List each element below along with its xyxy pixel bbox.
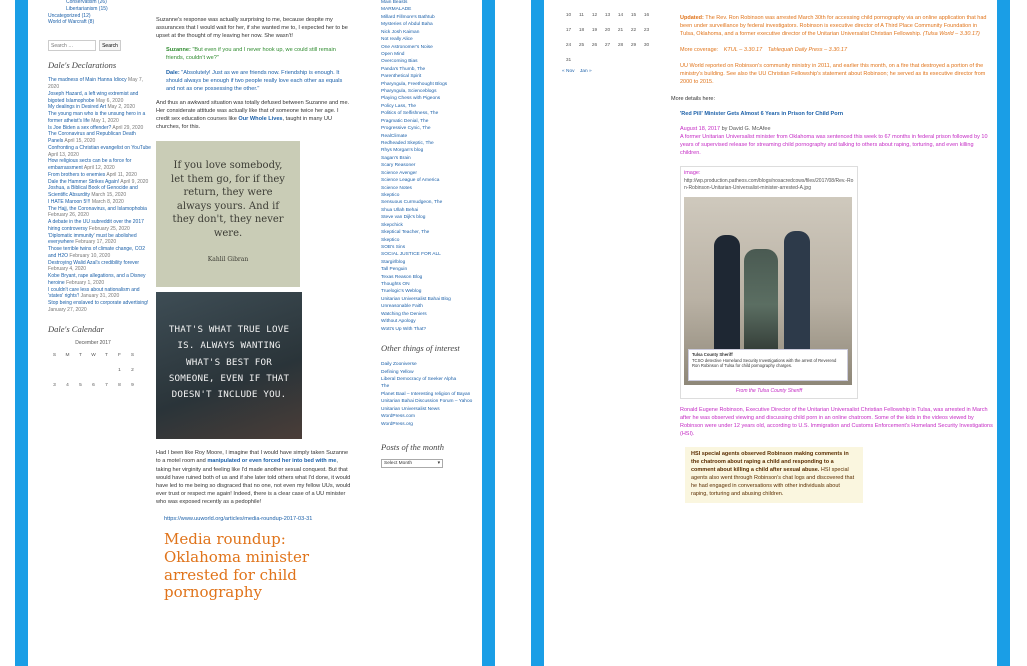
blogroll-link[interactable]: Politics of Selfishness, The	[381, 111, 439, 117]
declaration-item	[48, 185, 152, 199]
uuworld-article-link[interactable]: https://www.uuworld.org/articles/media-roundup-2017-03-31	[164, 516, 313, 523]
calendar-heading: Dale's Calendar	[48, 323, 104, 334]
declaration-link[interactable]: A debate in the UU subreddit over the 2017 hiring controversy	[48, 219, 144, 232]
declaration-link[interactable]: Those terrible twins of climate change, CO2 and H2O	[48, 246, 145, 259]
calendar-prev-link[interactable]: « Nov	[562, 69, 575, 74]
blogroll-link[interactable]: Science Avenger	[381, 170, 417, 176]
declaration-date: February 1, 2020	[66, 279, 105, 286]
declaration-link[interactable]: Is Joe Biden a sex offender?	[48, 124, 112, 131]
uuworld-paragraph: UU World reported on Robinson's community ministry in 2011, and earlier this month, on a fire that destroyed a portion of the ministry's building. See also the UU Christian Fellowship's statement about Robinson; he served as its executive director from 2000 to 2015.	[680, 62, 986, 85]
calendar-day	[627, 53, 640, 68]
declaration-item	[48, 125, 152, 132]
interest-link[interactable]: Unitarian Bahai Discussion Forum – Yahoo	[381, 399, 473, 405]
calendar-day-header: T	[79, 353, 82, 359]
tweet-text: TCSO detective Homeland Security Investigations with the arrest of Reverend Ron Robinson of Tulsa for child pornography charges.	[692, 357, 837, 368]
blogroll-list	[381, 0, 477, 333]
calendar-day	[601, 53, 614, 68]
article-title[interactable]: 'Red Pill' Minister Gets Almost 6 Years in Prison for Child Porn	[680, 110, 844, 117]
calendar-day	[614, 53, 627, 68]
declaration-item	[48, 206, 152, 220]
declaration-link[interactable]: Joseph Hazard, a left wing extremist and bigoted Islamophobe	[48, 90, 139, 104]
declaration-date: February 10, 2020	[69, 252, 111, 259]
calendar-day: 17	[565, 28, 572, 33]
calendar-day: 16	[643, 13, 650, 18]
search-button[interactable]: Search	[99, 40, 121, 51]
declaration-date: May 7, 2020	[48, 77, 144, 91]
search-form	[48, 40, 152, 51]
manipulated-link[interactable]: manipulated or even forced her into bed with me	[207, 458, 337, 465]
posts-of-month-heading: Posts of the month	[381, 441, 445, 452]
calendar-day: 29	[630, 43, 637, 48]
calendar-day: 9	[131, 383, 134, 389]
hsi-rest-text: HSI special agents also went through Robinson's chat logs and discovered that he had engaged in conversations with other individuals about raping, torturing and abusing children.	[691, 467, 855, 498]
blogroll-link[interactable]: Mysteries of Abdul Baha	[381, 22, 433, 28]
calendar-day	[87, 364, 100, 379]
gibran-quote-image	[156, 141, 300, 287]
tahlequah-link[interactable]: Tahlequah Daily Press – 3.30.17	[767, 46, 848, 53]
calendar-month: December 2017	[75, 340, 111, 347]
declaration-item	[48, 287, 152, 301]
calendar-day: 6	[92, 383, 95, 389]
declaration-link[interactable]: How religious sects can be a force for embarrassment	[48, 158, 132, 172]
declaration-date: April 11, 2020	[106, 171, 137, 178]
declaration-date: February 25, 2020	[88, 225, 130, 232]
calendar-day: 7	[105, 383, 108, 389]
true-love-quote-image	[156, 292, 302, 439]
arrest-photo	[684, 197, 852, 385]
calendar-day: 4	[66, 383, 69, 389]
p2-end: , taught in many UU churches, for this.	[156, 116, 332, 131]
tweet-author: Tulsa County Sheriff	[692, 352, 733, 358]
more-coverage-label: More coverage:	[680, 46, 719, 53]
calendar-day: 24	[565, 43, 572, 48]
article-text: A former Unitarian Universalist minister from Oklahoma was sentenced this week to 67 months in federal prison followed by 10 years of supervised release for streaming child pornography and talking to others about raping, torturing, and even killing children.	[680, 133, 988, 156]
declaration-link[interactable]: Kobe Bryant, rape allegations, and a Disney heroine	[48, 273, 146, 286]
declaration-link[interactable]: 'Diplomatic immunity' must be abolished everywhere	[48, 232, 137, 246]
officer-figure-right	[784, 231, 810, 359]
declaration-date: February 17, 2020	[75, 239, 117, 246]
search-input[interactable]	[48, 40, 96, 51]
calendar-day: 1	[118, 368, 121, 374]
calendar-day: 31	[565, 58, 572, 63]
declaration-date: February 26, 2020	[48, 212, 89, 219]
updated-text: The Rev. Ron Robinson was arrested March 30th for accessing child pornography via an online application that had been under surveillance by federal investigators. Robinson is executive director of A Third Place Community Foundation in Tulsa, Oklahoma, and a former executive director of the Unitarian Universalist Christian Fellowship.	[680, 15, 987, 37]
blogroll-link[interactable]: Unreasonable Faith	[381, 304, 423, 310]
calendar-day: 27	[604, 43, 611, 48]
right-frame-bar	[997, 0, 1010, 666]
interest-link[interactable]: WordPress.org	[381, 421, 413, 427]
declaration-link[interactable]: The young man who is the unsung hero in a former atheist's life	[48, 111, 146, 124]
p2-start: And thus an awkward situation was totally defused between Suzanne and me. Her considerate attitude was actually like that of someone twice her age. I credit sex education courses like	[156, 99, 350, 123]
declaration-date: May 2, 2020	[107, 104, 136, 111]
declaration-item	[48, 219, 152, 233]
p3-end: , taking her virginity and feeling like I'd made another sexual conquest. But that would have ruined both of us and if she later told others what I'd done, it would have led to me being so disgraced that no one, not even my fellow UUs, would ever trust or respect me again! Indeed, there is a clear case of a UU minister who was exposed recently as a pedophile!	[156, 458, 351, 505]
other-things-heading: Other things of interest	[381, 342, 460, 353]
updated-source: (Tulsa World – 3.30.17)	[922, 30, 980, 37]
blogroll-link[interactable]: Skeptico	[381, 237, 400, 243]
declaration-date: January 27, 2020	[48, 306, 87, 313]
calendar-day	[74, 364, 87, 379]
other-things-list	[381, 361, 477, 428]
calendar-day: 21	[617, 28, 624, 33]
right-middle-frame-bar	[531, 0, 544, 666]
calendar-day-header: S	[52, 353, 57, 359]
blogroll-link[interactable]: Millard Fillmore's Bathtub	[381, 14, 435, 20]
declaration-date: April 15, 2020	[64, 138, 96, 145]
declaration-date: January 31, 2020	[80, 293, 120, 300]
blogroll-link[interactable]: Pharyngula, Scienceblogs	[381, 89, 437, 95]
calendar-day	[100, 364, 113, 379]
officer-figure-left	[714, 235, 740, 357]
calendar-day	[48, 364, 61, 379]
blogroll-link[interactable]: Without Apology	[381, 319, 416, 325]
article-date: August 18, 2017	[680, 125, 721, 132]
blogroll-link[interactable]: Watching the Deniers	[381, 311, 427, 317]
declaration-item	[48, 145, 152, 159]
blogroll-column	[381, 0, 477, 468]
blogroll-link[interactable]: Science League of America	[381, 178, 440, 184]
tweet-card	[688, 349, 848, 381]
image-url: http://wp.production.patheos.com/blogs/nosacredcows/files/2017/08/Rev.-Ron-Robinson-Unitarian-Universalist-minister-arrested-A.jpg	[684, 177, 854, 191]
blogroll-link[interactable]: Wott's Up With That?	[381, 326, 426, 332]
declaration-link[interactable]: I HATE Maroon 5!!!	[48, 198, 91, 205]
calendar-day: 10	[565, 13, 572, 18]
image-label: image:	[684, 169, 701, 176]
declaration-date: April 13, 2020	[48, 151, 79, 158]
calendar-day: 20	[604, 28, 611, 33]
ktul-link[interactable]: KTUL – 3.30.17	[723, 46, 763, 53]
interest-link[interactable]: The	[381, 384, 390, 390]
blogroll-link[interactable]: Playing Chess with Pigeons	[381, 96, 441, 102]
calendar-day: 30	[643, 43, 650, 48]
calendar-day	[640, 53, 653, 68]
post-content	[156, 16, 352, 602]
image-embed-box	[680, 166, 858, 400]
blogroll-link[interactable]: Shua Ullah Behai	[381, 207, 419, 213]
blogroll-link[interactable]: Skeptical Teacher, The	[381, 230, 430, 236]
declarations-list	[48, 77, 152, 313]
photo-caption: From the Tulsa County Sheriff	[735, 388, 803, 395]
p3-start: Had I been like Roy Moore, I imagine that I would have simply taken Suzanne to a motel room and	[156, 450, 349, 465]
post-paragraph	[156, 99, 352, 131]
calendar-day-header: W	[91, 353, 96, 359]
calendar-day: 14	[617, 13, 624, 18]
declaration-date: May 1, 2020	[91, 117, 119, 124]
declaration-item	[48, 260, 152, 274]
updated-paragraph	[671, 15, 993, 39]
blogroll-link[interactable]: Scary Reasoner	[381, 163, 416, 169]
category-link[interactable]: Libertarianism (15)	[66, 5, 108, 12]
blogroll-link[interactable]: Texas Reason Blog	[381, 274, 423, 280]
blogroll-link[interactable]: Nick Josh Kaiman	[381, 29, 420, 35]
blogroll-link[interactable]: Progressive Cynic, The	[381, 126, 431, 132]
blogroll-link[interactable]: Pragmatic Denial, The	[381, 118, 429, 124]
blogroll-link[interactable]: Not really Alice	[381, 37, 413, 43]
blogroll-link[interactable]: One Astronomer's Noise	[381, 44, 433, 50]
declaration-link[interactable]: I couldn't care less about nationalism and 'states' rights'!	[48, 286, 140, 300]
robinson-description: Ronald Eugene Robinson, Executive Director of the Unitarian Universalist Christian Fellowship in Tulsa, was arrested in March after he was observed viewing and discussing child porn in an online chatroom. Some of the kids in the videos viewed by Robinson were under 12 years old, according to U.S. Immigration and Customs Enforcement's Homeland Security Investigations (HSI).	[680, 407, 993, 438]
calendar-day: 23	[643, 28, 650, 33]
declaration-item	[48, 91, 152, 105]
declaration-link[interactable]: The madness of Main Hanna Idiocy	[48, 77, 127, 84]
left-sidebar	[48, 0, 152, 394]
calendar-day: 8	[118, 383, 121, 389]
speaker-name: Suzanne:	[166, 47, 191, 54]
declaration-link[interactable]: Destroying Walid Azal's credibility forever	[48, 259, 140, 266]
calendar-next-link[interactable]: Jan »	[579, 69, 592, 74]
article-byline	[671, 126, 993, 134]
our-whole-lives-link[interactable]: Our Whole Lives	[238, 116, 283, 123]
calendar-day: 26	[591, 43, 598, 48]
declaration-date: April 12, 2020	[83, 165, 115, 172]
calendar-day	[575, 53, 588, 68]
left-page	[28, 0, 482, 666]
more-details: More details here:	[671, 95, 716, 102]
blogroll-link[interactable]: Overcoming Bias	[381, 59, 418, 65]
speaker-name: Dale:	[166, 69, 180, 76]
interest-link[interactable]: WordPress.com	[381, 414, 416, 420]
category-link[interactable]: Uncategorized (12)	[48, 12, 91, 19]
image-quote-author: Kahlil Gibran	[207, 256, 249, 264]
blogroll-link[interactable]: Skeptico	[381, 192, 400, 198]
declaration-link[interactable]: The Coronavirus and Republican Death Panels	[48, 131, 136, 145]
declaration-item	[48, 273, 152, 287]
blogroll-link[interactable]: Science Notes	[381, 185, 412, 191]
blogroll-link[interactable]: Truelogic's Weblog	[381, 289, 422, 295]
left-middle-frame-bar	[482, 0, 495, 666]
blogroll-link[interactable]: Parenthetical Spirit	[381, 74, 422, 80]
declaration-date: April 9, 2020	[120, 178, 149, 185]
blogroll-link[interactable]: Rhys Morgan's blog	[381, 148, 424, 154]
calendar-day-header: T	[105, 353, 108, 359]
post-paragraph: Suzanne's response was actually surprising to me, because despite my assurances that I would wait for her, if she wanted me to, I expected her to be upset at the thought of my leaving her now. She wasn't!	[156, 17, 348, 40]
post-paragraph	[156, 449, 352, 506]
calendar-day: 12	[591, 13, 598, 18]
declaration-item	[48, 111, 152, 125]
calendar-day: 2	[131, 368, 134, 374]
blogroll-link[interactable]: Panda's Thumb, The	[381, 66, 426, 72]
calendar-day-header: M	[65, 353, 70, 359]
calendar-day: 13	[604, 13, 611, 18]
article-author: by David G. McAfee	[721, 125, 771, 132]
quote-text: "But even if you and I never hook up, we could still remain friends, couldn't we?"	[166, 47, 336, 62]
interest-link[interactable]: Unitarian Universalist News	[381, 406, 440, 412]
calendar-day: 19	[591, 28, 598, 33]
image-quote-text: If you love somebody, let them go, for if they return, they were always yours. And if they don't, they never were.	[171, 160, 285, 239]
dale-quote	[156, 69, 352, 93]
declaration-link[interactable]: From brothers to enemies	[48, 171, 106, 178]
updated-label: Updated:	[680, 15, 704, 21]
interest-link[interactable]: Defining Yellow	[381, 369, 414, 375]
blogroll-link[interactable]: RealClimate	[381, 133, 408, 139]
more-coverage	[671, 47, 993, 55]
declaration-item	[48, 77, 152, 91]
declaration-item	[48, 300, 152, 314]
declaration-link[interactable]: My dealings in Desired Art	[48, 104, 107, 111]
left-frame-bar	[15, 0, 28, 666]
declaration-item	[48, 233, 152, 247]
calendar-day: 15	[630, 13, 637, 18]
interest-link[interactable]: Daily Zooniverse	[381, 362, 417, 368]
right-calendar	[562, 8, 653, 74]
declaration-link[interactable]: The Hajj, the Coronavirus, and Islamophobia	[48, 205, 147, 212]
blogroll-link[interactable]: Sensuous Curmudgeon, The	[381, 200, 443, 206]
calendar-day: 22	[630, 28, 637, 33]
category-link[interactable]: Conservatism (26)	[66, 0, 107, 5]
declaration-item	[48, 172, 152, 179]
blogroll-link[interactable]: Thoughts ON	[381, 282, 410, 288]
calendar-nav	[562, 69, 653, 74]
blogroll-link[interactable]: Unitarian Universalist Bahai Blog	[381, 296, 451, 302]
declaration-link[interactable]: Joshua, a Biblical Book of Genocide and Scientific Absurdity	[48, 185, 138, 199]
person-arrested-figure	[744, 249, 778, 361]
declaration-date: March 8, 2020	[91, 198, 124, 205]
blogroll-link[interactable]: Main Beasts	[381, 0, 408, 5]
article-content	[671, 15, 993, 503]
month-select[interactable]	[381, 459, 443, 468]
month-select-value: Select Month	[384, 460, 412, 466]
blogroll-link[interactable]: Tall Penguin	[381, 267, 408, 273]
declaration-item	[48, 179, 152, 186]
hsi-bold-text: HSI special agents observed Robinson making comments in the chatroom about raping a child and responding to a comment about killing a child after sexual abuse.	[691, 451, 849, 474]
calendar-table	[48, 349, 139, 394]
blogroll-link[interactable]: Open Mind	[381, 51, 405, 57]
declaration-date: April 29, 2020	[112, 124, 144, 131]
declaration-link[interactable]: Confronting a Christian evangelist on YouTube	[48, 144, 151, 151]
blogroll-link[interactable]: Policy Lass, The	[381, 103, 417, 109]
blogroll-link[interactable]: Steve van Dijk's blog	[381, 215, 426, 221]
blogroll-link[interactable]: SOCIAL JUSTICE FOR ALL	[381, 252, 441, 258]
image-quote-text: THAT'S WHAT TRUE LOVE IS. ALWAYS WANTING WHAT'S BEST FOR SOMEONE, EVEN IF THAT DOESN'T INCLUDE YOU.	[168, 324, 290, 400]
blogroll-link[interactable]: Skepchick	[381, 222, 403, 228]
declaration-link[interactable]: Dale the Hammer Strikes Again!	[48, 178, 120, 185]
interest-link[interactable]: Planet Baal – Interesting religion of Bayan	[381, 391, 471, 397]
calendar-day	[588, 53, 601, 68]
declaration-date: May 6, 2020	[95, 97, 124, 104]
blogroll-link[interactable]: Pharyngula, Freethought Blogs	[381, 81, 448, 87]
right-page	[544, 0, 997, 666]
declarations-heading: Dale's Declarations	[48, 60, 117, 70]
declaration-item	[48, 246, 152, 260]
media-roundup-heading: Media roundup: Oklahoma minister arrested for child pornography	[164, 530, 310, 602]
calendar-day: 25	[578, 43, 585, 48]
blogroll-link[interactable]: Stargirlblog	[381, 259, 406, 265]
calendar-day-header: S	[130, 353, 135, 359]
calendar-day: 11	[579, 13, 584, 18]
category-list	[48, 0, 152, 26]
declaration-date: March 15, 2020	[91, 192, 127, 199]
blogroll-link[interactable]: MARMALADE	[381, 7, 412, 13]
blogroll-link[interactable]: Redheaded Skeptic, The	[381, 141, 434, 147]
hsi-quote-box	[685, 447, 863, 503]
interest-link[interactable]: Liberal Democracy of Seeker Alpha	[381, 377, 457, 383]
declaration-item	[48, 104, 152, 111]
calendar-day	[61, 364, 74, 379]
quote-text: "Absolutely! Just as we are friends now. Friendship is enough. It should always be enough if two people really love each other as equals and not as one possessing the other."	[166, 69, 343, 92]
category-link[interactable]: World of Warcraft (8)	[48, 19, 95, 26]
blogroll-link[interactable]: Sagan's Brain	[381, 155, 411, 161]
chevron-down-icon: ▾	[437, 460, 440, 466]
calendar-day: 3	[53, 383, 56, 389]
blogroll-link[interactable]: SOB's Sins	[381, 244, 406, 250]
declaration-item	[48, 199, 152, 206]
calendar-day: 28	[617, 43, 624, 48]
calendar-day: 18	[578, 28, 585, 33]
suzanne-quote	[156, 46, 352, 62]
declaration-link[interactable]: Stop being enslaved to corporate advertising!	[48, 300, 149, 307]
calendar-day: 5	[79, 383, 82, 389]
declaration-date: February 4, 2020	[48, 266, 87, 273]
calendar-day-header: F	[118, 353, 121, 359]
declaration-item	[48, 158, 152, 172]
declaration-item	[48, 131, 152, 145]
calendar-table	[562, 8, 653, 68]
